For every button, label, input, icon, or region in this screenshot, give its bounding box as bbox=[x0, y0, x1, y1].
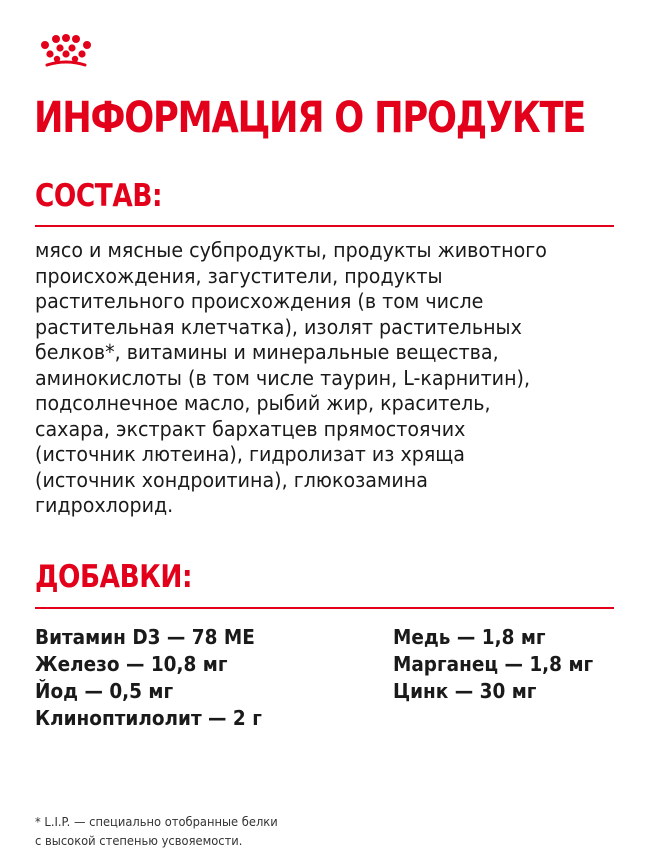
additive-item: Витамин D3 — 78 МЕ bbox=[35, 625, 255, 649]
additive-item: Цинк — 30 мг bbox=[393, 679, 537, 703]
additive-item: Марганец — 1,8 мг bbox=[393, 652, 594, 676]
additives-heading: ДОБАВКИ: bbox=[35, 559, 193, 595]
additive-item: Медь — 1,8 мг bbox=[393, 625, 546, 649]
additives-list bbox=[35, 624, 615, 734]
crown-logo-icon bbox=[36, 34, 96, 74]
composition-line: (источник хондроитина), глюкозамина bbox=[35, 467, 428, 492]
composition-line: подсолнечное масло, рыбий жир, краситель, bbox=[35, 391, 491, 415]
composition-line: растительная клетчатка), изолят растительных bbox=[35, 314, 522, 339]
additives-divider bbox=[35, 607, 614, 609]
footnote bbox=[35, 812, 278, 850]
composition-line: сахара, экстракт бархатцев прямостоячих bbox=[35, 416, 466, 441]
footnote-line: с высокой степенью усвояемости. bbox=[35, 833, 243, 848]
additives-left-column bbox=[35, 624, 287, 732]
page-title: ИНФОРМАЦИЯ О ПРОДУКТЕ bbox=[34, 93, 586, 143]
composition-line: аминокислоты (в том числе таурин, L-карнитин), bbox=[35, 365, 531, 390]
composition-line: мясо и мясные субпродукты, продукты животного bbox=[35, 238, 547, 262]
composition-text bbox=[35, 238, 574, 519]
composition-heading: СОСТАВ: bbox=[35, 178, 163, 214]
additive-item: Клиноптилолит — 2 г bbox=[35, 706, 262, 730]
composition-line: (источник лютеина), гидролизат из хряща bbox=[35, 442, 465, 466]
composition-line: белков*, витамины и минеральные вещества, bbox=[35, 340, 499, 364]
composition-line: гидрохлорид. bbox=[35, 493, 174, 517]
composition-divider bbox=[35, 225, 614, 227]
additive-item: Железо — 10,8 мг bbox=[35, 652, 228, 676]
additive-item: Йод — 0,5 мг bbox=[35, 679, 174, 703]
footnote-line: * L.I.P. — специально отобранные белки bbox=[35, 814, 278, 829]
composition-line: растительного происхождения (в том числе bbox=[35, 289, 484, 313]
additives-right-column bbox=[393, 624, 615, 705]
composition-line: происхождения, загустители, продукты bbox=[35, 263, 443, 288]
